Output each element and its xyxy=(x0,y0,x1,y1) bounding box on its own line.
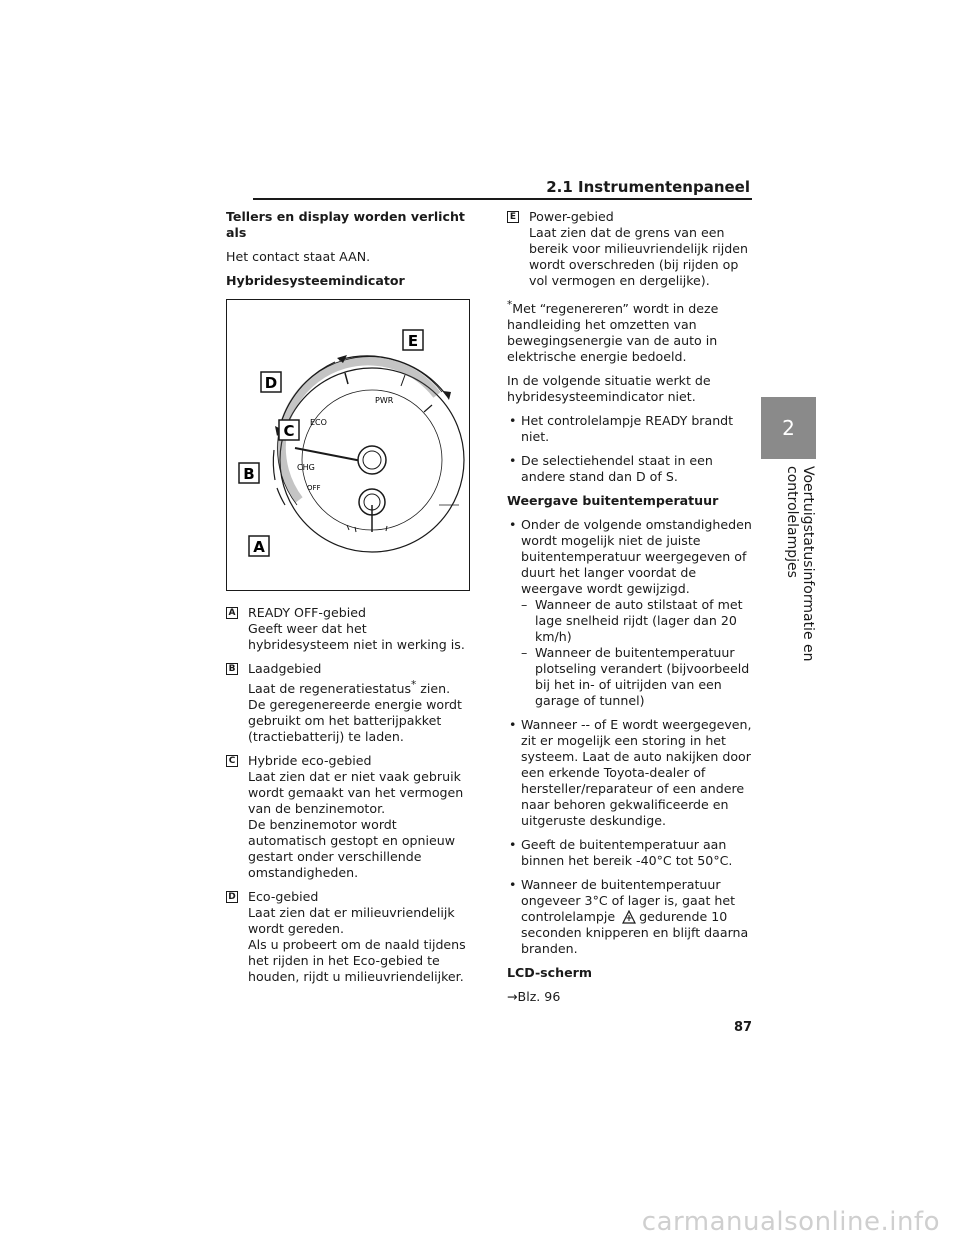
bullet-temp-conditions: • Onder de volgende omstandigheden wordt mogelijk niet de juiste buitentemperatuur weergegeven of duurt het langer voordat de weergave wordt gewijzigd. xyxy=(509,517,752,597)
bullet-temp-malfunction: • Wanneer -- of E wordt weergegeven, zit er mogelijk een storing in het systeem. Laat de auto nakijken door een erkende Toyota-dealer of hersteller/reparateur of een andere naar behoren gekwalificeerde en uitgeruste deskundige. xyxy=(509,717,752,829)
right-column xyxy=(507,209,752,1013)
left-column xyxy=(226,209,471,993)
gauge-illustration xyxy=(227,300,471,592)
mark-b: B xyxy=(226,663,238,675)
bullet-temp-ice: • Wanneer de buitentemperatuur ongeveer 3°C of lager is, gaat het controlelampje gedurende 10 seconden knipperen en blijft daarna branden. xyxy=(509,877,749,957)
item-e xyxy=(507,209,752,289)
item-c-title: Hybride eco-gebied xyxy=(248,753,372,769)
lcd-page-ref[interactable]: →Blz. 96 xyxy=(507,989,561,1005)
bullet-shift: • De selectiehendel staat in een andere stand dan D of S. xyxy=(509,453,713,485)
item-e-desc: Laat zien dat de grens van een bereik voor milieuvriendelijk rijden wordt overschreden (bij rijden op vol vermogen en dergelijke). xyxy=(529,225,749,288)
item-b-desc1: Laat de regeneratiestatus* zien. xyxy=(248,679,451,697)
gauge-off-text: OFF xyxy=(307,484,321,492)
item-e-title: Power-gebied xyxy=(529,209,614,224)
callout-b: B xyxy=(243,465,255,483)
watermark: carmanualsonline.info xyxy=(641,1207,940,1237)
heading-hybrid-indicator: Hybridesysteemindicator xyxy=(226,273,405,288)
gauge-chg-text: CHG xyxy=(297,463,315,472)
item-d-desc1: Laat zien dat er milieuvriendelijk wordt gereden. xyxy=(248,905,455,937)
item-c-desc1: Laat zien dat er niet vaak gebruik wordt gemaakt van het vermogen van de benzinemotor. xyxy=(248,769,464,817)
item-d-desc2: Als u probeert om de naald tijdens het rijden in het Eco-gebied te houden, rijdt u milieuvriendelijker. xyxy=(248,937,466,985)
callout-c: C xyxy=(283,422,295,440)
page-number: 87 xyxy=(734,1020,753,1035)
item-c-desc2: De benzinemotor wordt automatisch gestopt en opnieuw gestart onder verschillende omstandigheden. xyxy=(248,817,456,881)
gauge-eco-text: ECO xyxy=(310,418,327,427)
chapter-number: 2 xyxy=(782,416,795,440)
header-rule xyxy=(253,198,752,200)
hybrid-indicator-figure xyxy=(226,299,470,591)
item-b xyxy=(226,661,471,745)
item-a-title: READY OFF-gebied xyxy=(248,605,366,620)
callout-d: D xyxy=(264,374,278,392)
callout-e: E xyxy=(407,332,419,350)
item-a-desc: Geeft weer dat het hybridesysteem niet in werking is. xyxy=(248,621,465,652)
chapter-tab[interactable] xyxy=(761,397,816,459)
heading-outside-temp: Weergave buitentemperatuur xyxy=(507,493,719,509)
footnote-ref: * xyxy=(411,679,417,691)
dash-sudden-change: – Wanneer de buitentemperatuur plotseling verandert (bijvoorbeeld bij het in- of uitrijden van een garage of tunnel) xyxy=(521,645,750,709)
gauge-pwr-text: PWR xyxy=(375,396,394,405)
mark-a: A xyxy=(226,607,238,619)
heading-illumination: Tellers en display worden verlicht als xyxy=(226,209,465,240)
para-contact: Het contact staat AAN. xyxy=(226,249,371,264)
item-b-title: Laadgebied xyxy=(248,661,322,676)
ice-warning-icon xyxy=(622,910,636,924)
dash-slow: – Wanneer de auto stilstaat of met lage snelheid rijdt (lager dan 20 km/h) xyxy=(521,597,743,645)
callout-a: A xyxy=(253,538,265,556)
item-d xyxy=(226,889,471,985)
item-d-title: Eco-gebied xyxy=(248,889,319,905)
bullet-temp-range: • Geeft de buitentemperatuur aan binnen het bereik -40°C tot 50°C. xyxy=(509,837,733,869)
mark-d: D xyxy=(226,891,238,903)
section-title: 2.1 Instrumentenpaneel xyxy=(546,178,750,196)
region-b-arrow xyxy=(273,450,275,480)
region-a-arrow xyxy=(277,488,285,505)
item-c xyxy=(226,753,471,881)
para-situation: In de volgende situatie werkt de hybridesysteemindicator niet. xyxy=(507,373,711,405)
item-b-desc2: De geregenereerde energie wordt gebruikt om het batterijpakket (tractiebatterij) te laden. xyxy=(248,697,462,745)
mark-c: C xyxy=(226,755,238,767)
item-a xyxy=(226,605,471,653)
footnote: *Met “regenereren” wordt in deze handleiding het omzetten van bewegingsenergie van de auto in elektrische energie bedoeld. xyxy=(507,299,719,365)
bullet-ready: • Het controlelampje READY brandt niet. xyxy=(509,413,734,445)
mark-e: E xyxy=(507,211,519,223)
heading-lcd: LCD-scherm xyxy=(507,965,592,981)
chapter-title: Voertuigstatusinformatie en controlelampjes xyxy=(784,466,816,662)
